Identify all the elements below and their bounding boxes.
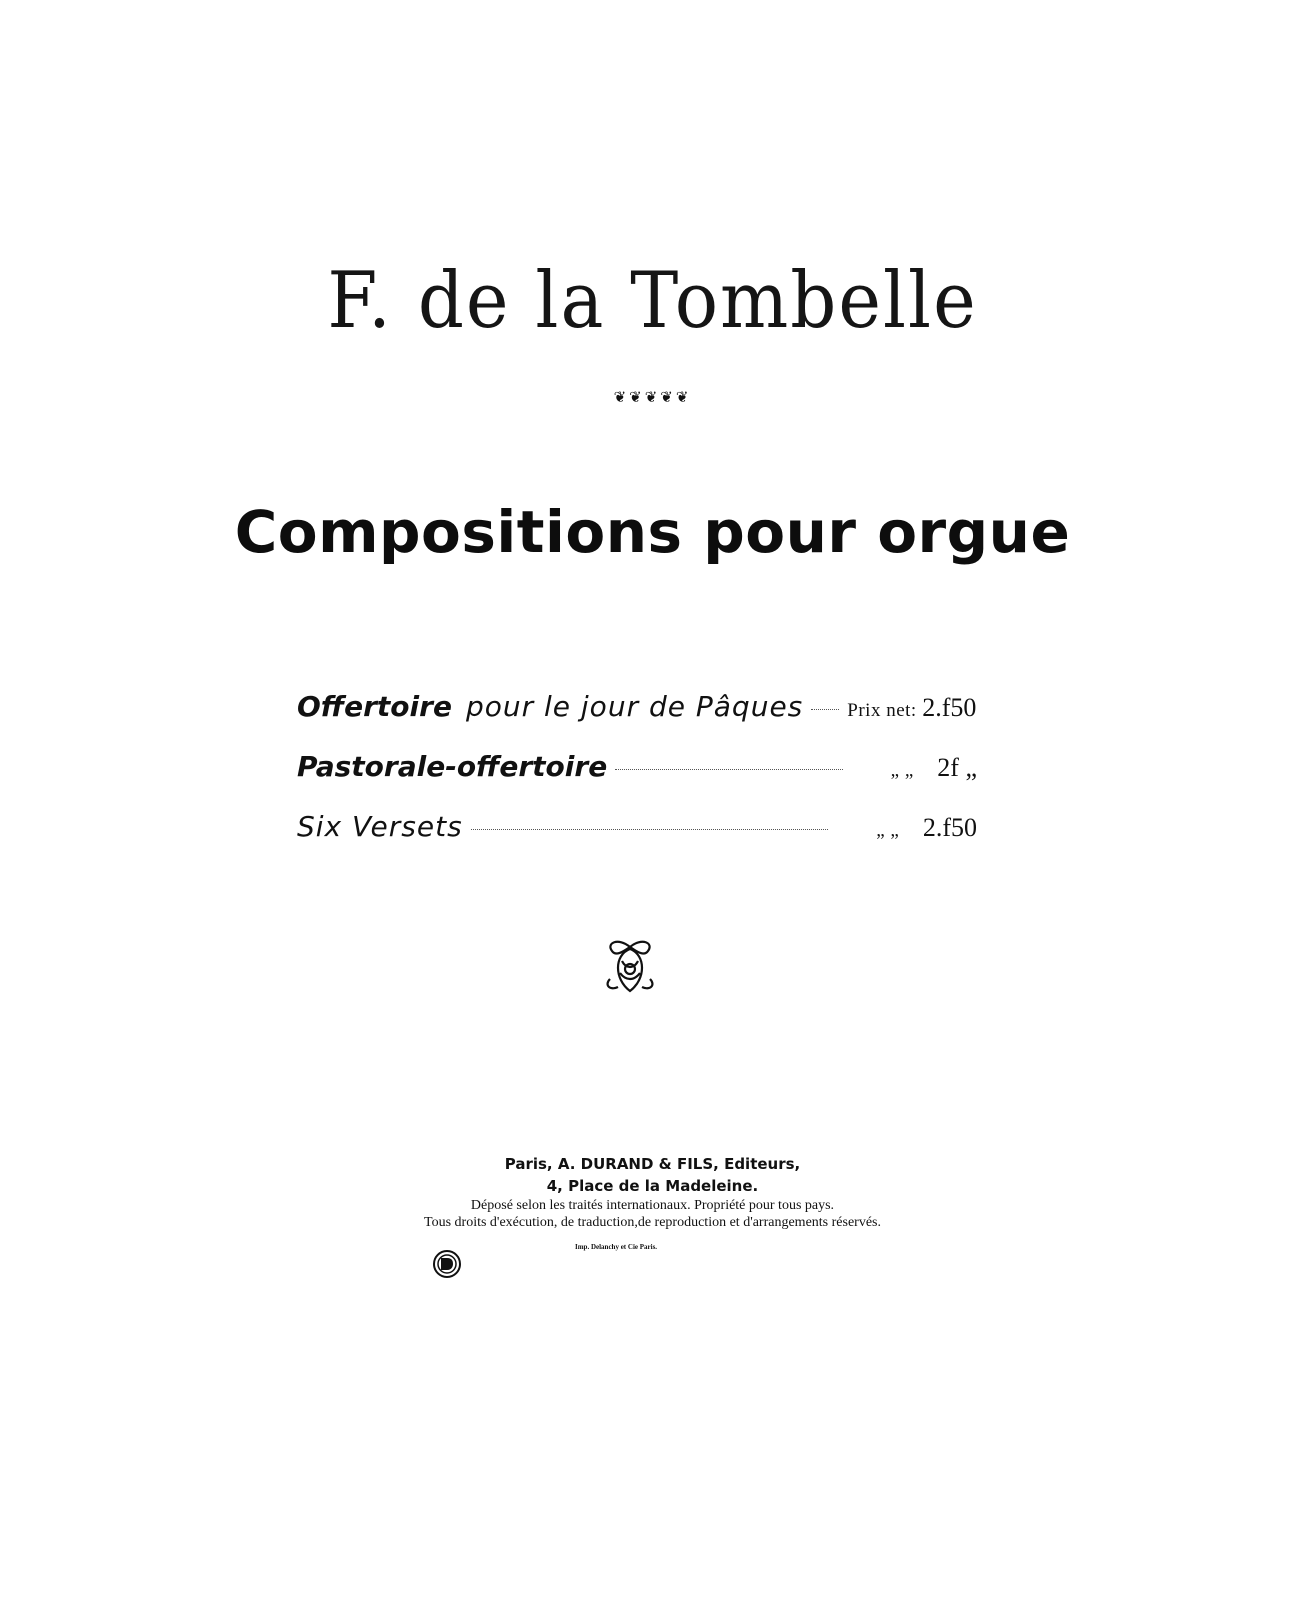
price-label: „ „ (890, 760, 914, 781)
work-row (297, 690, 977, 750)
price-amount: 2.f50 (922, 693, 977, 722)
price-amount: 2f „ (937, 753, 977, 782)
dot-leader (811, 709, 839, 710)
composer-name: F. de la Tombelle (327, 254, 978, 346)
work-subtitle: pour le jour de Pâques (465, 690, 804, 723)
price-label: „ „ (876, 820, 900, 841)
work-title: Offertoire (297, 690, 452, 723)
work-price (876, 813, 977, 843)
price-amount: 2.f50 (922, 813, 977, 842)
rights-notice: Déposé selon les traités internationaux. Propriété pour tous pays. (470, 1198, 835, 1213)
dot-leader (471, 829, 829, 830)
publisher-address: 4, Place de la Madeleine. (546, 1177, 759, 1195)
work-row (297, 750, 977, 810)
collection-title: Compositions pour orgue (234, 498, 1071, 566)
works-list (297, 690, 977, 870)
ornament-row: ❦❦❦❦❦ (613, 390, 692, 406)
printer-credit: Imp. Delanchy et Cie Paris. (575, 1243, 658, 1251)
work-title: Pastorale-offertoire (297, 750, 608, 783)
dot-leader (615, 769, 842, 770)
publisher-block (0, 1153, 1305, 1231)
publisher-seal-icon (432, 1249, 462, 1279)
work-row (297, 810, 977, 870)
floral-ornament-icon (600, 935, 660, 995)
publisher-name: Paris, A. DURAND & FILS, Editeurs, (504, 1155, 801, 1173)
work-price (847, 693, 976, 723)
price-label: Prix net: (847, 700, 917, 721)
work-title: Six Versets (297, 810, 463, 843)
work-price (891, 753, 977, 783)
rights-notice-2: Tous droits d'exécution, de traduction,de reproduction et d'arrangements réservés. (424, 1215, 881, 1230)
